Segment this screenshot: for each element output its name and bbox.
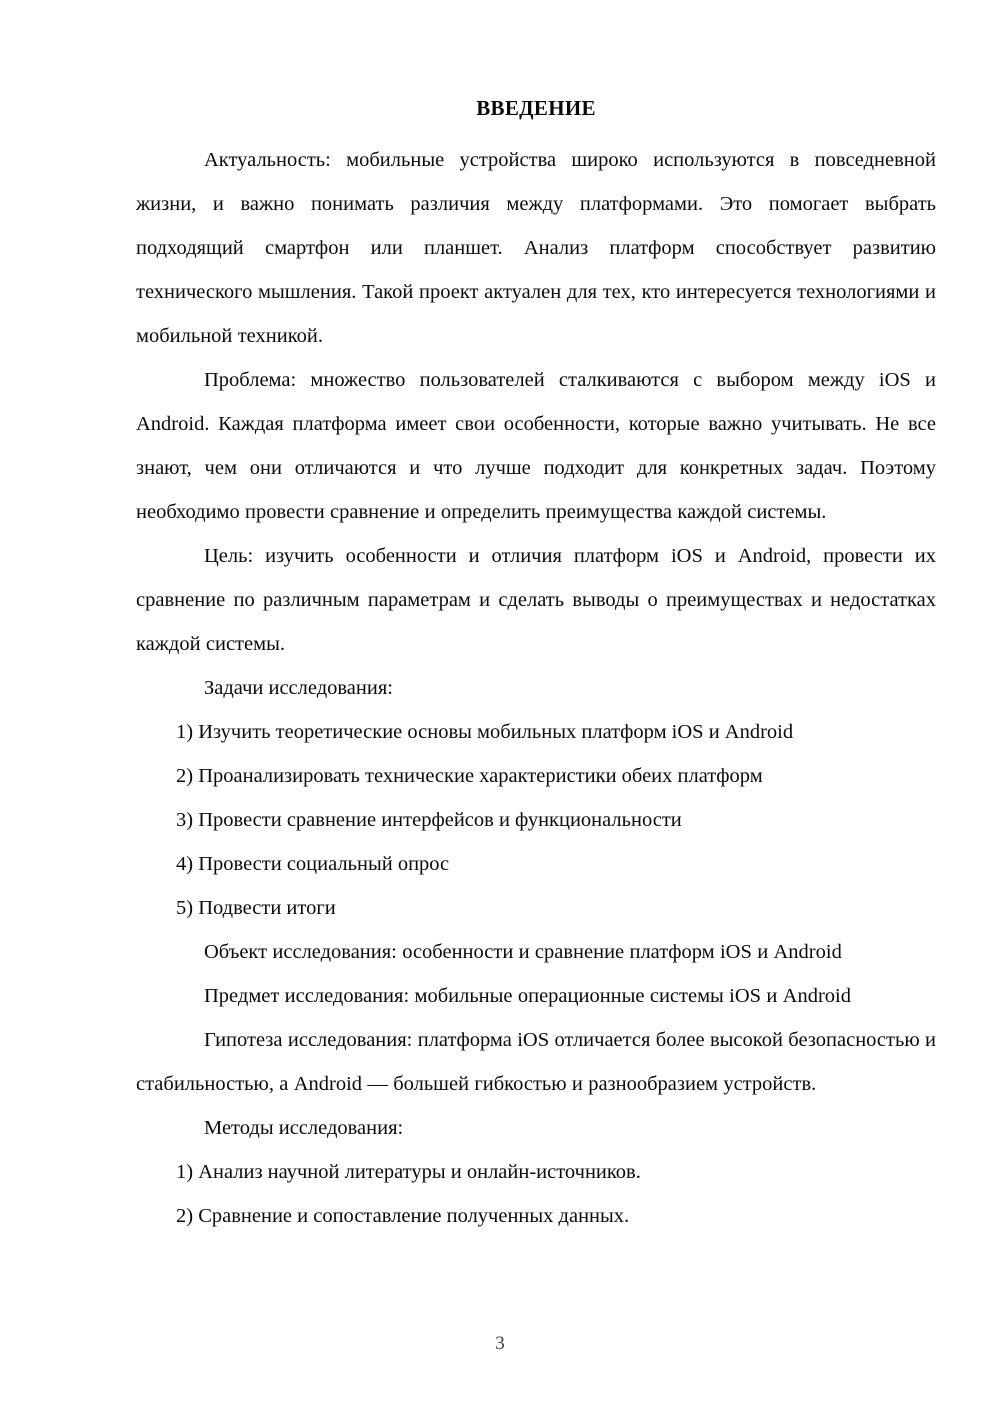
page-number: 3 (495, 1333, 505, 1354)
paragraph-goal: Цель: изучить особенности и отличия платформ iOS и Android, провести их сравнение по различным параметрам и сделать выводы о преимуществах и недостатках каждой системы. (136, 545, 936, 655)
list-item: 2) Проанализировать технические характеристики обеих платформ (176, 765, 763, 787)
list-item: 2) Сравнение и сопоставление полученных данных. (176, 1205, 630, 1227)
list-item: 1) Анализ научной литературы и онлайн-источников. (176, 1161, 641, 1183)
paragraph-object: Объект исследования: особенности и сравнение платформ iOS и Android (204, 941, 842, 963)
list-item: 3) Провести сравнение интерфейсов и функциональности (176, 809, 682, 831)
paragraph-relevance: Актуальность: мобильные устройства широко используются в повседневной жизни, и важно понимать различия между платформами. Это помогает выбрать подходящий смартфон или планшет. Анализ платформ способствует развитию технического мышления. Такой проект актуален для тех, кто интересуется технологиями и мобильной техникой. (136, 149, 936, 347)
document-body (136, 86, 936, 1238)
paragraph-problem: Проблема: множество пользователей сталкиваются с выбором между iOS и Android. Каждая платформа имеет свои особенности, которые важно учитывать. Не все знают, чем они отличаются и что лучше подходит для конкретных задач. Поэтому необходимо провести сравнение и определить преимущества каждой системы. (136, 369, 936, 523)
list-item: 5) Подвести итоги (176, 897, 336, 919)
page-title: ВВЕДЕНИЕ (476, 96, 596, 120)
paragraph-subject: Предмет исследования: мобильные операционные системы iOS и Android (204, 985, 851, 1007)
list-item: 4) Провести социальный опрос (176, 853, 450, 875)
paragraph-hypothesis: Гипотеза исследования: платформа iOS отличается более высокой безопасностью и стабильностью, а Android — большей гибкостью и разнообразием устройств. (136, 1029, 936, 1095)
methods-heading: Методы исследования: (204, 1117, 404, 1139)
tasks-heading: Задачи исследования: (204, 677, 393, 699)
list-item: 1) Изучить теоретические основы мобильных платформ iOS и Android (176, 721, 794, 743)
